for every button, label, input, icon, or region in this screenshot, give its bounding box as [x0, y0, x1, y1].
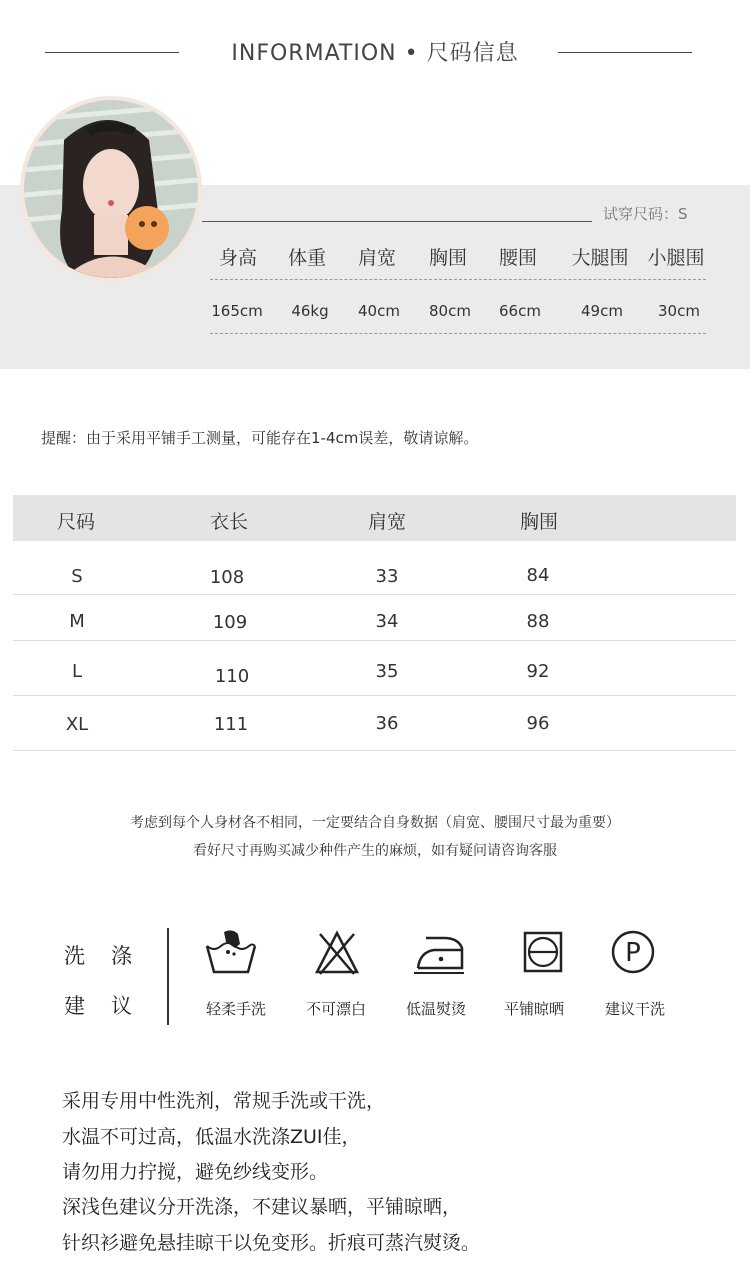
care-text-line-3: 请勿用力拧搅，避免纱线变形。 [62, 1161, 329, 1183]
model-value-height: 165cm [211, 302, 263, 320]
model-photo-image [24, 100, 198, 278]
no-bleach-icon [310, 928, 364, 976]
svg-text:P: P [625, 938, 641, 968]
model-header-thigh: 大腿围 [571, 247, 629, 269]
washing-label-line-2: 建议 [64, 994, 158, 1018]
no-bleach-label: 不可漂白 [305, 1000, 366, 1018]
size-tip-line-2: 看好尺寸再购买减少种件产生的麻烦，如有疑问请咨询客服 [193, 843, 557, 859]
low-iron-label: 低温熨烫 [405, 1000, 466, 1018]
model-value-chest: 80cm [429, 302, 471, 320]
size-row-xl-shoulder: 36 [375, 713, 399, 734]
model-header-chest: 胸围 [428, 247, 467, 269]
size-row-l-shoulder: 35 [375, 661, 399, 682]
washing-divider [167, 928, 169, 1025]
model-header-height: 身高 [218, 247, 257, 269]
size-row-l-size: L [71, 661, 83, 682]
care-text-line-1: 采用专用中性洗剂，常规手洗或干洗， [62, 1090, 386, 1112]
washing-label-line-1: 洗涤 [64, 944, 158, 968]
size-row-s-shoulder: 33 [375, 566, 399, 587]
model-header-shoulder: 肩宽 [357, 247, 396, 269]
page-title: INFORMATION • 尺码信息 [231, 41, 519, 66]
care-text-line-2: 水温不可过高，低温水洗涤ZUI佳， [62, 1126, 361, 1148]
size-row-divider [13, 695, 736, 696]
low-iron-icon [412, 928, 466, 976]
model-header-weight: 体重 [287, 247, 326, 269]
tried-size-label: 试穿尺码：S [603, 205, 688, 223]
size-header-length: 衣长 [209, 511, 248, 533]
measurement-note: 提醒：由于采用平铺手工测量，可能存在1-4cm误差，敬请谅解。 [41, 429, 479, 447]
hand-wash-label: 轻柔手洗 [205, 1000, 266, 1018]
size-row-m-size: M [69, 611, 85, 632]
dry-clean-icon [606, 928, 660, 976]
size-row-m-chest: 88 [526, 611, 550, 632]
size-row-xl-size: XL [65, 714, 89, 735]
care-text-line-5: 针织衫避免悬挂晾干以免变形。折痕可蒸汽熨烫。 [62, 1232, 481, 1254]
size-row-s-length: 108 [209, 567, 245, 588]
size-row-m-shoulder: 34 [375, 611, 399, 632]
size-row-s-size: S [71, 566, 83, 587]
model-divider-bottom [210, 333, 706, 334]
size-row-m-length: 109 [212, 612, 248, 633]
flat-dry-label: 平铺晾晒 [503, 1000, 564, 1018]
dry-clean-label: 建议干洗 [604, 1000, 665, 1018]
model-header-waist: 腰围 [498, 247, 537, 269]
model-avatar [20, 96, 202, 282]
size-row-l-length: 110 [214, 666, 250, 687]
size-header-shoulder: 肩宽 [367, 511, 406, 533]
hand-wash-icon [204, 928, 258, 976]
size-row-xl-chest: 96 [526, 713, 550, 734]
care-text-line-4: 深浅色建议分开洗涤，不建议暴晒，平铺晾晒， [62, 1196, 462, 1218]
model-value-calf: 30cm [658, 302, 700, 320]
model-value-waist: 66cm [499, 302, 541, 320]
size-row-s-chest: 84 [526, 565, 550, 586]
model-value-weight: 46kg [291, 302, 329, 320]
size-row-xl-length: 111 [213, 714, 249, 735]
size-row-divider [13, 640, 736, 641]
size-header-chest: 胸围 [519, 511, 558, 533]
size-row-l-chest: 92 [526, 661, 550, 682]
tried-size-rule [202, 221, 592, 222]
size-row-divider [13, 594, 736, 595]
size-row-divider [13, 750, 736, 751]
flat-dry-icon [516, 928, 570, 976]
model-value-shoulder: 40cm [358, 302, 400, 320]
model-header-calf: 小腿围 [647, 247, 705, 269]
size-tip-line-1: 考虑到每个人身材各不相同，一定要结合自身数据（肩宽、腰围尺寸最为重要） [130, 815, 620, 831]
model-divider-top [210, 279, 706, 280]
model-value-thigh: 49cm [581, 302, 623, 320]
size-header-size: 尺码 [56, 511, 95, 533]
